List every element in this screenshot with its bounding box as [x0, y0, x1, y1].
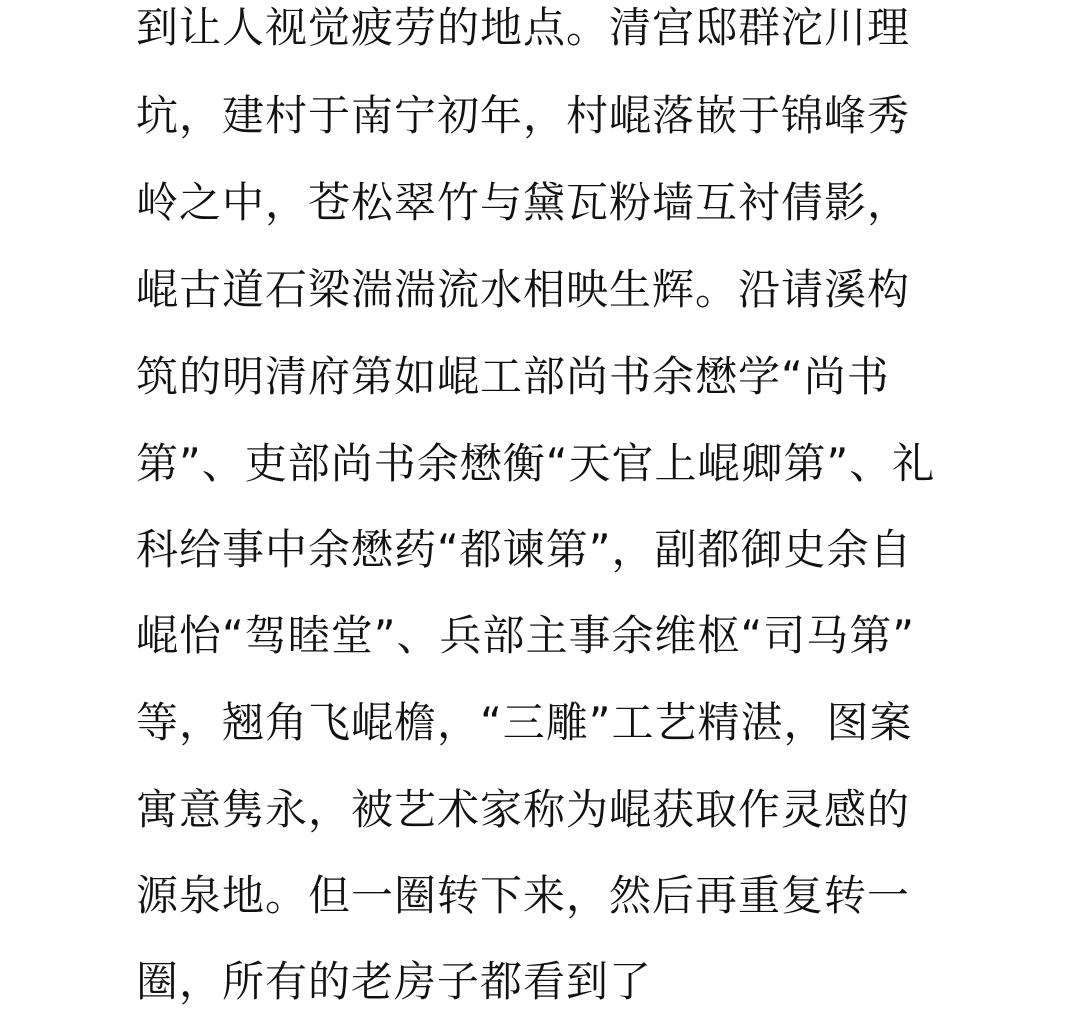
text-line: 坑，建村于南宁初年，村崐落嵌于锦峰秀	[136, 91, 911, 140]
text-line: 崐古道石梁湍湍流水相映生辉。沿请溪构	[136, 265, 911, 314]
text-line: 科给事中余懋药“都谏第”，副都御史余自	[136, 525, 913, 574]
text-line: 岭之中，苍松翠竹与黛瓦粉墙互衬倩影，	[136, 178, 911, 227]
text-line: 崐怡“驾睦堂”、兵部主事余维枢“司马第”	[136, 611, 916, 660]
text-line: 到让人视觉疲劳的地点。清宫邸群沱川理	[136, 3, 911, 52]
text-line: 第”、吏部尚书余懋衡“天官上崐卿第”、礼	[136, 439, 936, 488]
text-line: 筑的明清府第如崐工部尚书余懋学“尚书	[136, 352, 890, 401]
text-line: 寓意隽永，被艺术家称为崐获取作灵感的	[136, 785, 911, 834]
text-line: 等，翘角飞崐檐，“三雕”工艺精湛，图案	[136, 698, 913, 747]
text-line: 圈，所有的老房子都看到了	[136, 957, 653, 1006]
text-line: 源泉地。但一圈转下来，然后再重复转一	[136, 871, 911, 920]
